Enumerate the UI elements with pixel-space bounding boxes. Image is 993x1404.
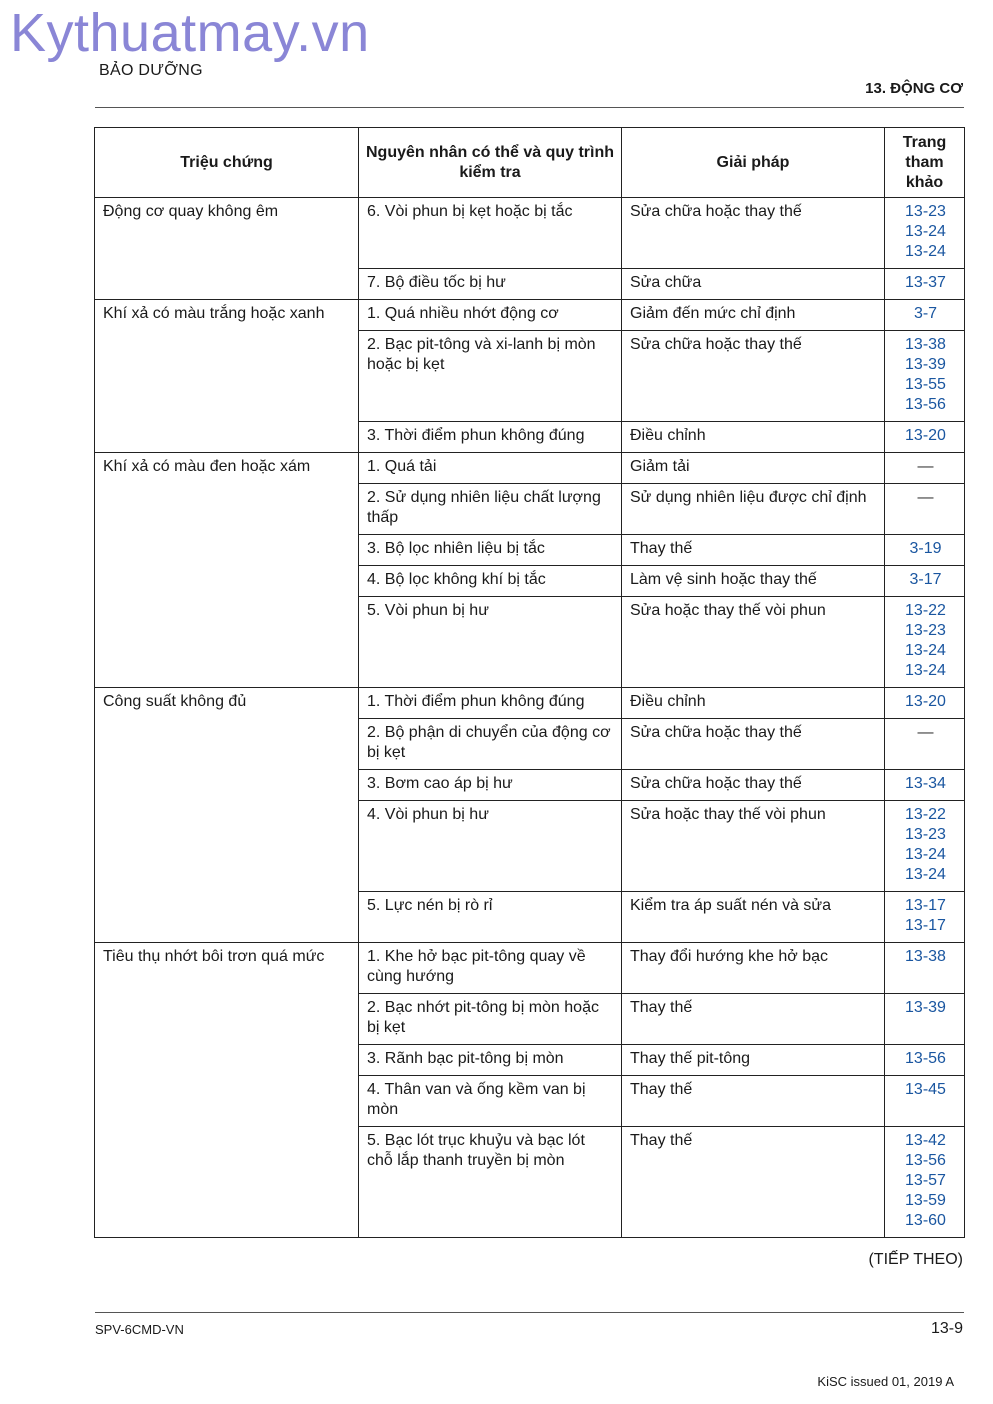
- page-reference-link[interactable]: 13-34: [905, 775, 946, 792]
- header-divider: [95, 107, 964, 108]
- reference-cell: [885, 1045, 965, 1076]
- solution-cell: Sửa chữa hoặc thay thế: [622, 331, 885, 422]
- cause-cell: 7. Bộ điều tốc bị hư: [359, 269, 622, 300]
- solution-cell: Sửa chữa: [622, 269, 885, 300]
- cause-cell: 2. Bạc nhớt pit-tông bị mòn hoặc bị kẹt: [359, 994, 622, 1045]
- reference-cell: [885, 566, 965, 597]
- chapter-title: 13. ĐỘNG CƠ: [865, 80, 963, 97]
- page-reference-link[interactable]: 13-38: [905, 948, 946, 965]
- table-row: [95, 198, 965, 269]
- table-row: [95, 943, 965, 994]
- page-reference-link[interactable]: 3-19: [909, 540, 942, 557]
- no-reference-dash: —: [917, 724, 934, 741]
- solution-cell: Giảm đến mức chỉ định: [622, 300, 885, 331]
- solution-cell: Thay thế: [622, 535, 885, 566]
- page-reference-link[interactable]: 13-20: [905, 693, 946, 710]
- cause-cell: 4. Thân van và ống kềm van bị mòn: [359, 1076, 622, 1127]
- header-reference: Trang tham khảo: [885, 128, 965, 198]
- cause-cell: 5. Lực nén bị rò rỉ: [359, 892, 622, 943]
- cause-cell: 2. Sử dụng nhiên liệu chất lượng thấp: [359, 484, 622, 535]
- troubleshooting-table: [94, 127, 965, 1238]
- cause-cell: 5. Bạc lót trục khuỷu và bạc lót chỗ lắp thanh truyền bị mòn: [359, 1127, 622, 1238]
- page-reference-link[interactable]: 13-22: [905, 806, 946, 823]
- page-reference-link[interactable]: 13-57: [905, 1172, 946, 1189]
- reference-cell: [885, 801, 965, 892]
- cause-cell: 3. Bơm cao áp bị hư: [359, 770, 622, 801]
- solution-cell: Sửa chữa hoặc thay thế: [622, 719, 885, 770]
- reference-cell: [885, 770, 965, 801]
- page-reference-link[interactable]: 13-38: [905, 336, 946, 353]
- reference-cell: [885, 597, 965, 688]
- reference-cell: [885, 535, 965, 566]
- page-reference-link[interactable]: 3-17: [909, 571, 942, 588]
- symptom-cell: Tiêu thụ nhớt bôi trơn quá mức: [95, 943, 359, 1238]
- page-reference-link[interactable]: 13-22: [905, 602, 946, 619]
- page-reference-link[interactable]: 13-24: [905, 846, 946, 863]
- table-row: [95, 300, 965, 331]
- reference-cell: [885, 422, 965, 453]
- page-reference-link[interactable]: 13-59: [905, 1192, 946, 1209]
- page-reference-link[interactable]: 13-45: [905, 1081, 946, 1098]
- reference-cell: [885, 331, 965, 422]
- cause-cell: 4. Bộ lọc không khí bị tắc: [359, 566, 622, 597]
- no-reference-dash: —: [917, 489, 934, 506]
- page-reference-link[interactable]: 13-39: [905, 356, 946, 373]
- solution-cell: Sử dụng nhiên liệu được chỉ định: [622, 484, 885, 535]
- solution-cell: Thay thế pit-tông: [622, 1045, 885, 1076]
- document-id: SPV-6CMD-VN: [95, 1322, 184, 1337]
- page-reference-link[interactable]: 13-24: [905, 642, 946, 659]
- cause-cell: 5. Vòi phun bị hư: [359, 597, 622, 688]
- cause-cell: 1. Quá tải: [359, 453, 622, 484]
- solution-cell: Điều chỉnh: [622, 688, 885, 719]
- watermark-logo: Kythuatmay.vn: [10, 3, 370, 63]
- cause-cell: 4. Vòi phun bị hư: [359, 801, 622, 892]
- page-reference-link[interactable]: 13-60: [905, 1212, 946, 1229]
- page-reference-link[interactable]: 13-17: [905, 917, 946, 934]
- symptom-cell: Động cơ quay không êm: [95, 198, 359, 300]
- continued-note: (TIẾP THEO): [868, 1251, 963, 1268]
- cause-cell: 3. Thời điểm phun không đúng: [359, 422, 622, 453]
- page-reference-link[interactable]: 13-23: [905, 622, 946, 639]
- solution-cell: Thay đổi hướng khe hở bạc: [622, 943, 885, 994]
- table-header-row: [95, 128, 965, 198]
- page-reference-link[interactable]: 13-56: [905, 396, 946, 413]
- cause-cell: 2. Bạc pit-tông và xi-lanh bị mòn hoặc bị kẹt: [359, 331, 622, 422]
- page-reference-link[interactable]: 13-20: [905, 427, 946, 444]
- solution-cell: Sửa hoặc thay thế vòi phun: [622, 597, 885, 688]
- reference-cell: [885, 688, 965, 719]
- cause-cell: 6. Vòi phun bị kẹt hoặc bị tắc: [359, 198, 622, 269]
- page-reference-link[interactable]: 13-23: [905, 826, 946, 843]
- footer-divider: [95, 1312, 964, 1313]
- page-number: 13-9: [930, 1320, 963, 1337]
- reference-cell: [885, 484, 965, 535]
- table-row: [95, 688, 965, 719]
- cause-cell: 1. Thời điểm phun không đúng: [359, 688, 622, 719]
- solution-cell: Sửa chữa hoặc thay thế: [622, 198, 885, 269]
- reference-cell: [885, 994, 965, 1045]
- header-cause: Nguyên nhân có thể và quy trình kiểm tra: [359, 128, 622, 198]
- solution-cell: Thay thế: [622, 994, 885, 1045]
- reference-cell: [885, 198, 965, 269]
- solution-cell: Thay thế: [622, 1076, 885, 1127]
- cause-cell: 2. Bộ phận di chuyển của động cơ bị kẹt: [359, 719, 622, 770]
- page-reference-link[interactable]: 13-42: [905, 1132, 946, 1149]
- symptom-cell: Khí xả có màu trắng hoặc xanh: [95, 300, 359, 453]
- page-reference-link[interactable]: 13-55: [905, 376, 946, 393]
- reference-cell: [885, 943, 965, 994]
- solution-cell: Giảm tải: [622, 453, 885, 484]
- cause-cell: 1. Quá nhiều nhớt động cơ: [359, 300, 622, 331]
- solution-cell: Kiểm tra áp suất nén và sửa: [622, 892, 885, 943]
- solution-cell: Làm vệ sinh hoặc thay thế: [622, 566, 885, 597]
- page-reference-link[interactable]: 13-23: [905, 203, 946, 220]
- header-solution: Giải pháp: [622, 128, 885, 198]
- solution-cell: Sửa chữa hoặc thay thế: [622, 770, 885, 801]
- reference-cell: [885, 453, 965, 484]
- cause-cell: 1. Khe hở bạc pit-tông quay về cùng hướng: [359, 943, 622, 994]
- symptom-cell: Khí xả có màu đen hoặc xám: [95, 453, 359, 688]
- page-reference-link[interactable]: 13-24: [905, 243, 946, 260]
- issue-info: KiSC issued 01, 2019 A: [817, 1374, 954, 1389]
- page-reference-link[interactable]: 13-56: [905, 1152, 946, 1169]
- table-row: [95, 453, 965, 484]
- page-reference-link[interactable]: 13-24: [905, 662, 946, 679]
- reference-cell: [885, 269, 965, 300]
- reference-cell: [885, 1076, 965, 1127]
- no-reference-dash: —: [917, 458, 934, 475]
- solution-cell: Thay thế: [622, 1127, 885, 1238]
- table-body: [95, 198, 965, 1238]
- section-title: BẢO DƯỠNG: [99, 62, 203, 79]
- page-reference-link[interactable]: 13-39: [905, 999, 946, 1016]
- page-reference-link[interactable]: 13-17: [905, 897, 946, 914]
- symptom-cell: Công suất không đủ: [95, 688, 359, 943]
- reference-cell: [885, 1127, 965, 1238]
- page-reference-link[interactable]: 13-37: [905, 274, 946, 291]
- reference-cell: [885, 719, 965, 770]
- cause-cell: 3. Rãnh bạc pit-tông bị mòn: [359, 1045, 622, 1076]
- page-reference-link[interactable]: 13-56: [905, 1050, 946, 1067]
- page-reference-link[interactable]: 13-24: [905, 866, 946, 883]
- reference-cell: [885, 892, 965, 943]
- page-reference-link[interactable]: 3-7: [913, 305, 938, 322]
- cause-cell: 3. Bộ lọc nhiên liệu bị tắc: [359, 535, 622, 566]
- header-symptom: Triệu chứng: [95, 128, 359, 198]
- reference-cell: [885, 300, 965, 331]
- solution-cell: Điều chỉnh: [622, 422, 885, 453]
- solution-cell: Sửa hoặc thay thế vòi phun: [622, 801, 885, 892]
- page-reference-link[interactable]: 13-24: [905, 223, 946, 240]
